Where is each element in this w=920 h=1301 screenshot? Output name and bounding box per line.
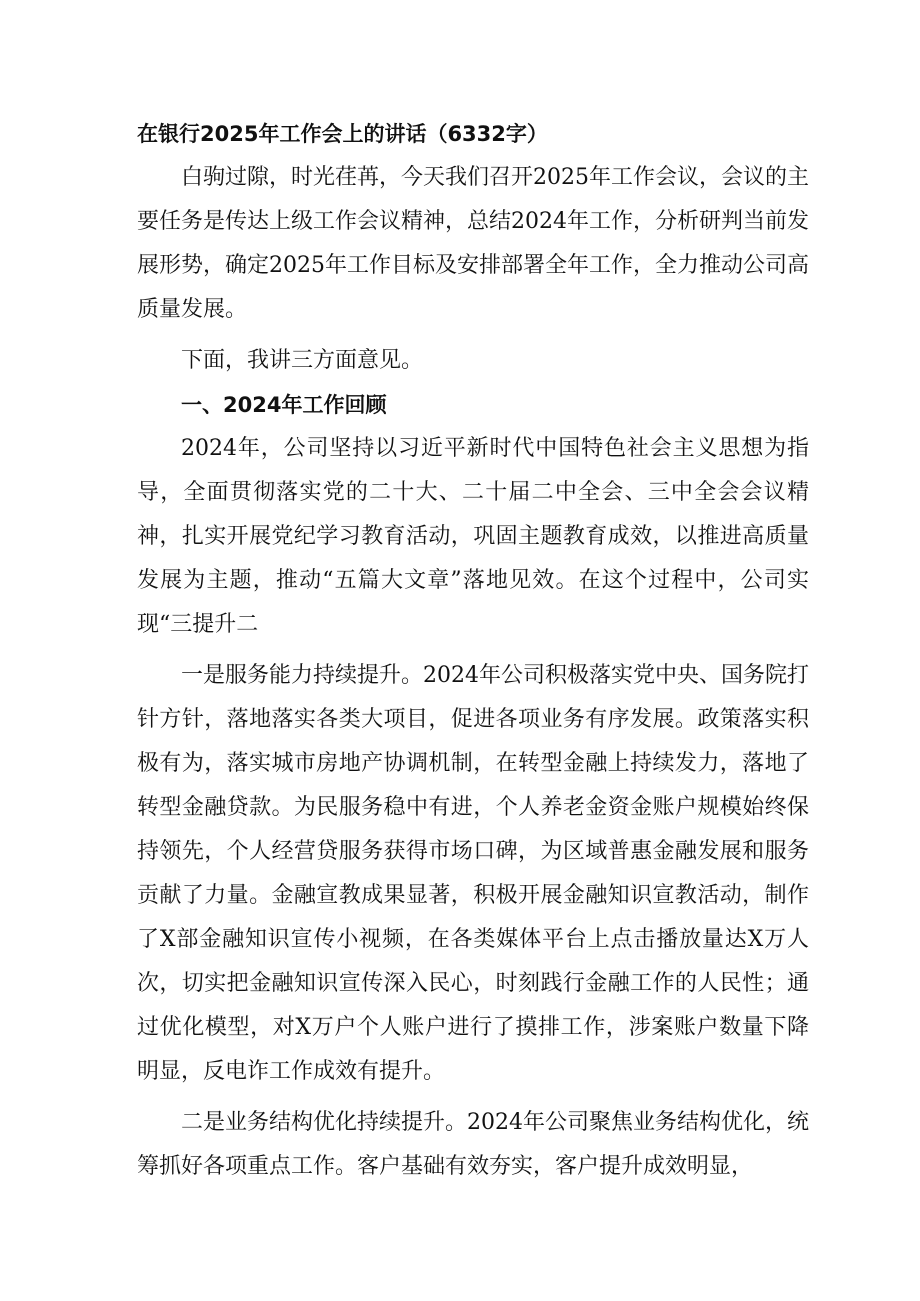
document-body <box>137 112 809 1189</box>
transition-paragraph: 下面，我讲三方面意见。 <box>181 348 424 373</box>
section1-paragraph: 2024年，公司坚持以习近平新时代中国特色社会主义思想为指导，全面贯彻落实党的二十大、二十届二中全会、三中全会会议精神，扎实开展党纪学习教育活动，巩固主题教育成效，以推进高质量发展为主题，推动“五篇大文章”落地见效。在这个过程中，公司实现“三提升二 <box>137 436 809 637</box>
intro-paragraph: 白驹过隙，时光荏苒，今天我们召开2025年工作会议，会议的主要任务是传达上级工作会议精神，总结2024年工作，分析研判当前发展形势，确定2025年工作目标及安排部署全年工作，全力推动公司高质量发展。 <box>137 165 809 322</box>
section-heading-1: 一、2024年工作回顾 <box>181 393 387 417</box>
point1-paragraph: 一是服务能力持续提升。2024年公司积极落实党中央、国务院打针方针，落地落实各类大项目，促进各项业务有序发展。政策落实积极有为，落实城市房地产协调机制，在转型金融上持续发力，落地了转型金融贷款。为民服务稳中有进，个人养老金资金账户规模始终保持领先，个人经营贷服务获得市场口碑，为区域普惠金融发展和服务贡献了力量。金融宣教成果显著，积极开展金融知识宣教活动，制作了X部金融知识宣传小视频，在各类媒体平台上点击播放量达X万人次，切实把金融知识宣传深入民心，时刻践行金融工作的人民性；通过优化模型，对X万户个人账户进行了摸排工作，涉案账户数量下降明显，反电诈工作成效有提升。 <box>137 663 809 1084</box>
point2-paragraph: 二是业务结构优化持续提升。2024年公司聚焦业务结构优化，统筹抓好各项重点工作。客户基础有效夯实，客户提升成效明显， <box>137 1110 809 1179</box>
document-title: 在银行2025年工作会上的讲话（6332字） <box>137 122 548 146</box>
